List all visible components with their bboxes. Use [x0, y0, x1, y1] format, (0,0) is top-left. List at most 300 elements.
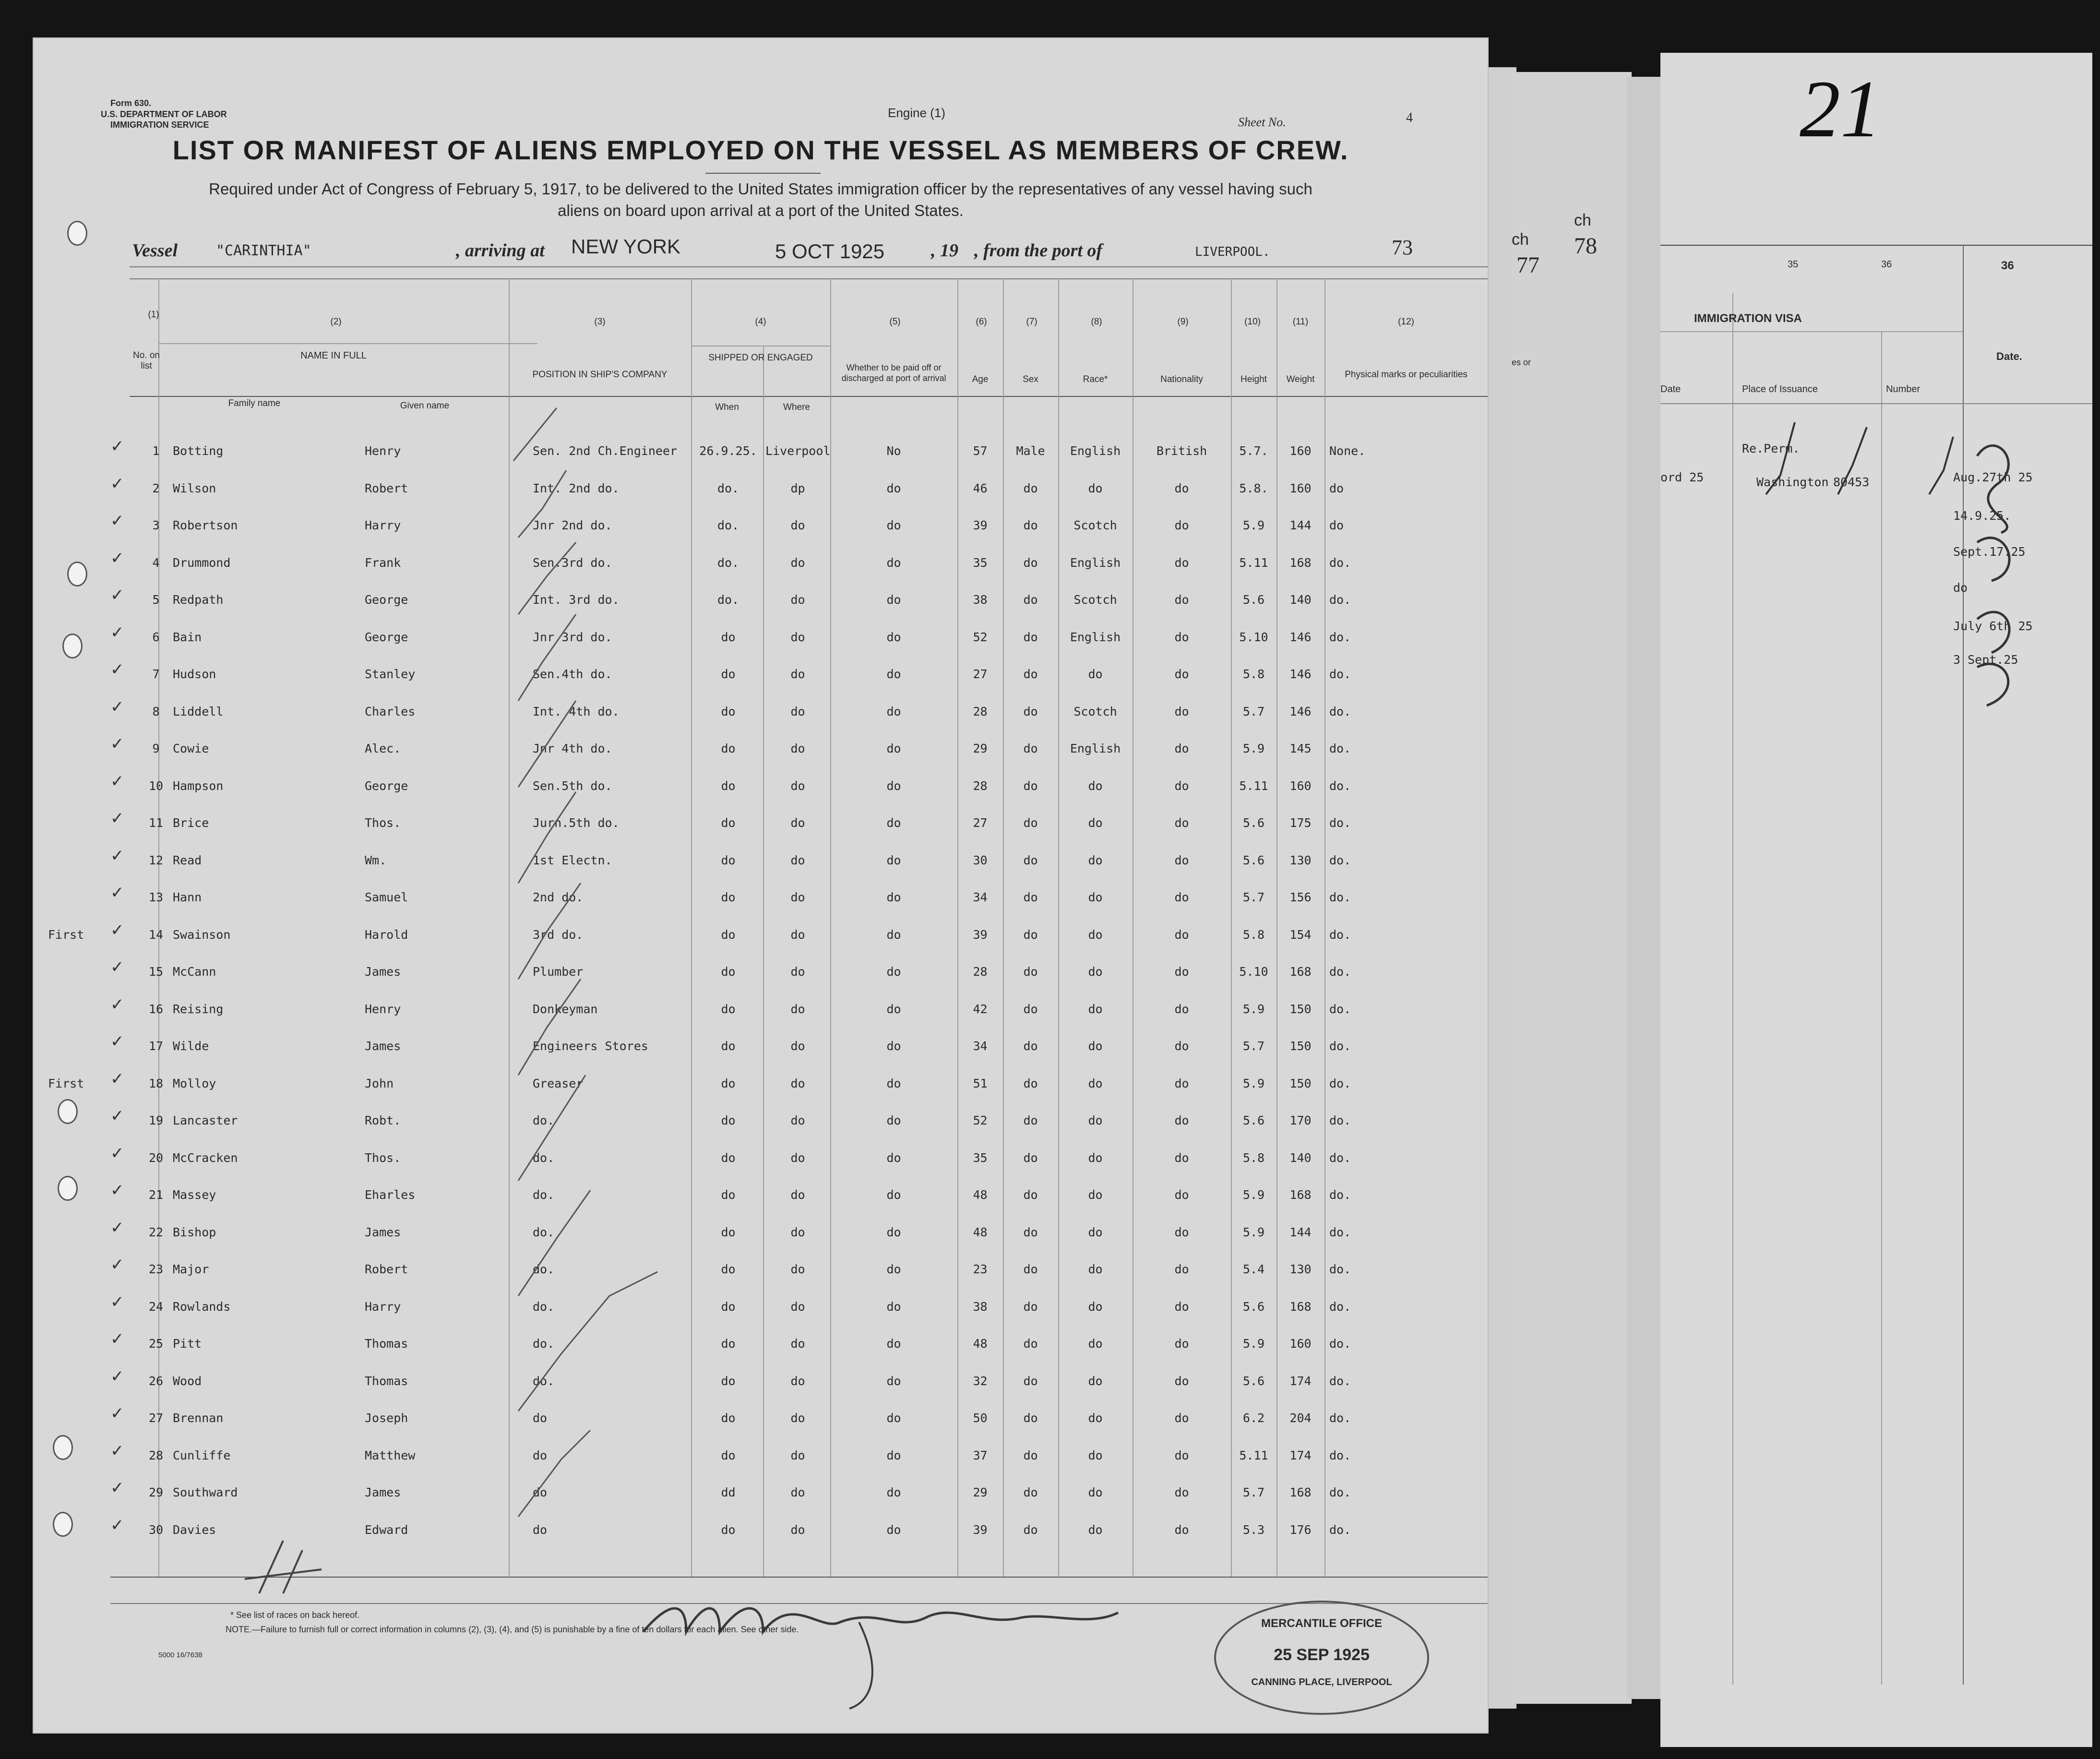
given-name: James — [365, 1485, 401, 1499]
service: IMMIGRATION SERVICE — [110, 120, 209, 130]
position: Plumber — [533, 965, 584, 979]
page-mark: 73 — [1392, 236, 1413, 259]
paid-off: do — [886, 630, 901, 644]
header-physical-marks: Physical marks or peculiarities — [1345, 370, 1468, 380]
nationality: British — [1156, 444, 1207, 458]
age: 28 — [973, 965, 988, 979]
check-mark: ✓ — [110, 1442, 124, 1460]
paid-off: do — [886, 1411, 901, 1425]
shipped-where: do — [790, 630, 805, 644]
shipped-where: do — [790, 1299, 805, 1314]
sex: do — [1023, 1337, 1038, 1351]
weight: 144 — [1289, 1225, 1312, 1239]
header-nationality: Nationality — [1160, 374, 1203, 384]
row-number: 1 — [152, 444, 160, 458]
given-name: Alec. — [365, 742, 401, 755]
race: Scotch — [1074, 518, 1117, 532]
shipped-when: dd — [721, 1485, 736, 1499]
sex: do — [1023, 1374, 1038, 1388]
shipped-when: 26.9.25. — [699, 444, 757, 458]
paid-off: do — [886, 816, 901, 830]
height: 5.6 — [1242, 853, 1265, 867]
year-label: , 19 — [931, 240, 958, 261]
visa-date: do — [1953, 581, 1968, 595]
family-name: Bishop — [173, 1225, 216, 1239]
row-number: 22 — [148, 1225, 164, 1239]
paid-off: do — [886, 555, 901, 570]
position: Jurn.5th do. — [533, 816, 620, 830]
header-race: Race* — [1083, 374, 1108, 384]
weight: 144 — [1289, 518, 1312, 532]
sex: do — [1023, 593, 1038, 607]
paid-off: do — [886, 1337, 901, 1351]
header-no-on-list: No. on list — [133, 350, 160, 371]
check-mark: ✓ — [110, 586, 124, 604]
shipped-where: do — [790, 1076, 805, 1090]
race: do — [1088, 1076, 1103, 1090]
stamp-top-text: MERCANTILE OFFICE — [1261, 1617, 1382, 1630]
sex: do — [1023, 704, 1038, 718]
position: Donkeyman — [533, 1002, 598, 1016]
position: Int. 3rd do. — [533, 593, 620, 607]
height: 5.7 — [1242, 1039, 1265, 1053]
given-name: James — [365, 965, 401, 979]
sex: do — [1023, 853, 1038, 867]
physical-marks: do. — [1329, 816, 1351, 830]
row-number: 2 — [152, 481, 160, 495]
physical-marks: do. — [1329, 630, 1351, 644]
shipped-where: do — [790, 816, 805, 830]
age: 39 — [973, 927, 988, 942]
height: 5.6 — [1242, 816, 1265, 830]
weight: 204 — [1289, 1411, 1312, 1425]
family-name: Wilson — [173, 481, 216, 495]
shipped-when: do — [721, 742, 736, 755]
height: 5.11 — [1239, 555, 1268, 570]
column-number: (6) — [976, 317, 987, 327]
paid-off: do — [886, 1150, 901, 1165]
race: do — [1088, 1522, 1103, 1537]
height: 5.7 — [1242, 890, 1265, 904]
visa-date: July 6th 25 — [1953, 619, 2033, 633]
binder-hole — [67, 562, 87, 586]
physical-marks: do. — [1329, 965, 1351, 979]
visa-date: Sept.17.25 — [1953, 545, 2026, 559]
height: 5.6 — [1242, 1374, 1265, 1388]
re-perm-text: Re.Perm. — [1742, 442, 1800, 455]
row-number: 5 — [152, 593, 160, 607]
row-number: 13 — [148, 890, 164, 904]
age: 27 — [973, 667, 988, 681]
check-mark: ✓ — [110, 549, 124, 567]
header-height: Height — [1241, 374, 1267, 384]
check-mark: ✓ — [110, 1293, 124, 1311]
stamp-date: 25 SEP 1925 — [1274, 1646, 1370, 1664]
age: 34 — [973, 890, 988, 904]
shipped-when: do — [721, 965, 736, 979]
physical-marks: do. — [1329, 1411, 1351, 1425]
given-name: Robert — [365, 481, 408, 495]
shipped-when: do — [721, 667, 736, 681]
paid-off: do — [886, 1113, 901, 1127]
nationality: do — [1174, 742, 1189, 755]
nationality: do — [1174, 1411, 1189, 1425]
binder-hole — [58, 1099, 78, 1124]
shipped-where: do — [790, 1522, 805, 1537]
height: 5.9 — [1242, 1076, 1265, 1090]
position: do. — [533, 1299, 555, 1314]
nationality: do — [1174, 704, 1189, 718]
physical-marks: do. — [1329, 1374, 1351, 1388]
place-of-issuance-header: Place of Issuance — [1742, 384, 1818, 395]
given-name: Thos. — [365, 1150, 401, 1165]
shipped-where: do — [790, 742, 805, 755]
age: 39 — [973, 1522, 988, 1537]
weight: 140 — [1289, 1150, 1312, 1165]
paid-off: do — [886, 704, 901, 718]
age: 38 — [973, 593, 988, 607]
row-number: 17 — [148, 1039, 164, 1053]
header-where: Where — [783, 402, 810, 412]
row-number: 19 — [148, 1113, 164, 1127]
sex: do — [1023, 518, 1038, 532]
height: 5.6 — [1242, 1113, 1265, 1127]
height: 5.7. — [1239, 444, 1268, 458]
shipped-when: do. — [717, 481, 740, 495]
weight: 174 — [1289, 1448, 1312, 1462]
family-name: Wood — [173, 1374, 202, 1388]
weight: 160 — [1289, 1337, 1312, 1351]
check-mark: ✓ — [110, 1405, 124, 1423]
position: do. — [533, 1150, 555, 1165]
position: 1st Electn. — [533, 853, 612, 867]
nationality: do — [1174, 816, 1189, 830]
shipped-where: do — [790, 1188, 805, 1202]
weight: 170 — [1289, 1113, 1312, 1127]
sex: do — [1023, 481, 1038, 495]
nationality: do — [1174, 1337, 1189, 1351]
shipped-where: do — [790, 518, 805, 532]
given-name: Wm. — [365, 853, 387, 867]
family-name: Massey — [173, 1188, 216, 1202]
position: Sen.3rd do. — [533, 555, 612, 570]
given-name: Harry — [365, 1299, 401, 1314]
shipped-when: do — [721, 890, 736, 904]
nationality: do — [1174, 481, 1189, 495]
check-mark: ✓ — [110, 1107, 124, 1125]
shipped-when: do — [721, 1150, 736, 1165]
sex: do — [1023, 1448, 1038, 1462]
overlap-number: 78 — [1574, 233, 1597, 259]
shipped-when: do. — [717, 555, 740, 570]
physical-marks: do. — [1329, 1188, 1351, 1202]
given-name: Joseph — [365, 1411, 408, 1425]
height: 5.4 — [1242, 1262, 1265, 1276]
nationality: do — [1174, 630, 1189, 644]
paid-off: do — [886, 965, 901, 979]
given-name: Edward — [365, 1522, 408, 1537]
height: 5.3 — [1242, 1522, 1265, 1537]
position: Sen.5th do. — [533, 778, 612, 793]
given-name: Matthew — [365, 1448, 416, 1462]
nationality: do — [1174, 667, 1189, 681]
weight: 160 — [1289, 778, 1312, 793]
height: 5.8 — [1242, 667, 1265, 681]
shipped-where: dp — [790, 481, 805, 495]
overlap-number: 77 — [1516, 252, 1539, 278]
sex: do — [1023, 667, 1038, 681]
family-name: Rowlands — [173, 1299, 231, 1314]
paid-off: do — [886, 1039, 901, 1053]
age: 23 — [973, 1262, 988, 1276]
paid-off: do — [886, 1485, 901, 1499]
paid-off: do — [886, 1374, 901, 1388]
given-name: Henry — [365, 1002, 401, 1016]
check-mark: ✓ — [110, 1479, 124, 1497]
position: do. — [533, 1262, 555, 1276]
race-footnote: * See list of races on back hereof. — [230, 1610, 360, 1620]
physical-marks: do. — [1329, 778, 1351, 793]
weight: 168 — [1289, 1188, 1312, 1202]
race: English — [1070, 444, 1121, 458]
column-number: (5) — [889, 317, 901, 327]
departure-port: LIVERPOOL. — [1195, 245, 1270, 259]
check-mark: ✓ — [110, 735, 124, 753]
column-number: 36 — [2001, 259, 2014, 272]
sex: do — [1023, 927, 1038, 942]
position: do. — [533, 1337, 555, 1351]
height: 5.6 — [1242, 1299, 1265, 1314]
height: 5.9 — [1242, 1002, 1265, 1016]
shipped-where: do — [790, 1337, 805, 1351]
shipped-when: do — [721, 1262, 736, 1276]
binder-hole — [58, 1176, 78, 1201]
height: 5.9 — [1242, 518, 1265, 532]
column-number: 35 — [1788, 259, 1799, 270]
sex: do — [1023, 1485, 1038, 1499]
race: do — [1088, 816, 1103, 830]
nationality: do — [1174, 1188, 1189, 1202]
age: 29 — [973, 742, 988, 755]
header-family-name: Family name — [228, 398, 281, 408]
physical-marks: do. — [1329, 667, 1351, 681]
row-number: 6 — [152, 630, 160, 644]
shipped-where: do — [790, 965, 805, 979]
height: 5.10 — [1239, 965, 1268, 979]
weight: 175 — [1289, 816, 1312, 830]
shipped-when: do. — [717, 518, 740, 532]
shipped-where: do — [790, 927, 805, 942]
header-paid-off: Whether to be paid off or discharged at port of arrival — [841, 363, 946, 383]
underlying-sheet — [1627, 77, 1660, 1699]
column-number: (3) — [594, 317, 606, 327]
date-fragment: ord 25 — [1660, 470, 1704, 484]
shipped-where: do — [790, 1262, 805, 1276]
family-name: Cowie — [173, 742, 209, 755]
binder-hole — [62, 634, 83, 658]
physical-marks: do. — [1329, 1002, 1351, 1016]
weight: 130 — [1289, 853, 1312, 867]
position: do. — [533, 1374, 555, 1388]
check-mark: ✓ — [110, 1330, 124, 1348]
position: 2nd do. — [533, 890, 584, 904]
department-label: Engine (1) — [888, 106, 945, 120]
row-number: 14 — [148, 927, 164, 942]
overlap-text: es or — [1512, 358, 1531, 367]
sex: do — [1023, 965, 1038, 979]
weight: 146 — [1289, 667, 1312, 681]
row-note: First — [48, 927, 84, 942]
check-mark: ✓ — [110, 1144, 124, 1162]
weight: 130 — [1289, 1262, 1312, 1276]
binder-hole — [53, 1435, 73, 1460]
paid-off: do — [886, 853, 901, 867]
age: 38 — [973, 1299, 988, 1314]
age: 28 — [973, 704, 988, 718]
height: 5.8 — [1242, 1150, 1265, 1165]
position: Sen. 2nd Ch.Engineer — [533, 444, 678, 458]
check-mark: ✓ — [110, 1516, 124, 1534]
nationality: do — [1174, 1485, 1189, 1499]
age: 35 — [973, 555, 988, 570]
given-name: Thomas — [365, 1374, 408, 1388]
race: Scotch — [1074, 704, 1117, 718]
height: 6.2 — [1242, 1411, 1265, 1425]
nationality: do — [1174, 555, 1189, 570]
race: English — [1070, 742, 1121, 755]
paid-off: do — [886, 927, 901, 942]
shipped-where: do — [790, 1485, 805, 1499]
page-title: LIST OR MANIFEST OF ALIENS EMPLOYED ON THE VESSEL AS MEMBERS OF CREW. — [172, 135, 1349, 165]
shipped-when: do — [721, 853, 736, 867]
paid-off: do — [886, 1002, 901, 1016]
weight: 160 — [1289, 481, 1312, 495]
visa-number: 80453 — [1833, 475, 1870, 489]
form-number: Form 630. — [110, 98, 152, 108]
issuance-place: Washington — [1756, 475, 1829, 489]
row-number: 30 — [148, 1522, 164, 1537]
nationality: do — [1174, 518, 1189, 532]
given-name: Robert — [365, 1262, 408, 1276]
height: 5.8 — [1242, 927, 1265, 942]
nationality: do — [1174, 1150, 1189, 1165]
check-mark: ✓ — [110, 1367, 124, 1386]
weight: 168 — [1289, 1485, 1312, 1499]
family-name: Liddell — [173, 704, 224, 718]
date-column-header: Date — [1660, 384, 1681, 395]
age: 35 — [973, 1150, 988, 1165]
sex: do — [1023, 1002, 1038, 1016]
physical-marks: do. — [1329, 742, 1351, 755]
row-number: 29 — [148, 1485, 164, 1499]
check-mark: ✓ — [110, 847, 124, 865]
column-number: (12) — [1398, 317, 1414, 327]
row-number: 27 — [148, 1411, 164, 1425]
physical-marks: do. — [1329, 1485, 1351, 1499]
given-name: John — [365, 1076, 394, 1090]
race: do — [1088, 1448, 1103, 1462]
height: 5.7 — [1242, 1485, 1265, 1499]
position: do. — [533, 1113, 555, 1127]
family-name: Brennan — [173, 1411, 224, 1425]
family-name: Reising — [173, 1002, 224, 1016]
header-age: Age — [972, 374, 989, 384]
age: 48 — [973, 1188, 988, 1202]
weight: 150 — [1289, 1039, 1312, 1053]
race: do — [1088, 1485, 1103, 1499]
given-name: Harry — [365, 518, 401, 532]
row-number: 25 — [148, 1337, 164, 1351]
check-mark: ✓ — [110, 772, 124, 790]
position: Greaser — [533, 1076, 584, 1090]
shipped-when: do — [721, 1188, 736, 1202]
position: Engineers Stores — [533, 1039, 648, 1053]
check-mark: ✓ — [110, 512, 124, 530]
position: do. — [533, 1225, 555, 1239]
age: 37 — [973, 1448, 988, 1462]
physical-marks: do. — [1329, 1150, 1351, 1165]
race: do — [1088, 1262, 1103, 1276]
sex: do — [1023, 1299, 1038, 1314]
race: Scotch — [1074, 593, 1117, 607]
age: 30 — [973, 853, 988, 867]
age: 42 — [973, 1002, 988, 1016]
family-name: Hann — [173, 890, 202, 904]
sex: do — [1023, 1076, 1038, 1090]
row-number: 28 — [148, 1448, 164, 1462]
family-name: Molloy — [173, 1076, 216, 1090]
given-name: James — [365, 1225, 401, 1239]
family-name: Lancaster — [173, 1113, 238, 1127]
nationality: do — [1174, 1448, 1189, 1462]
family-name: Robertson — [173, 518, 238, 532]
column-number: (11) — [1292, 317, 1309, 327]
overlap-text: ch — [1512, 230, 1529, 249]
sex: do — [1023, 1188, 1038, 1202]
race: English — [1070, 630, 1121, 644]
header-given-name: Given name — [400, 401, 450, 411]
row-number: 18 — [148, 1076, 164, 1090]
row-number: 9 — [152, 742, 160, 755]
row-number: 4 — [152, 555, 160, 570]
given-name: Henry — [365, 444, 401, 458]
paid-off: do — [886, 593, 901, 607]
check-mark: ✓ — [110, 1070, 124, 1088]
check-mark: ✓ — [110, 958, 124, 976]
physical-marks: do. — [1329, 593, 1351, 607]
given-name: Harold — [365, 927, 408, 942]
race: do — [1088, 481, 1103, 495]
sex: do — [1023, 555, 1038, 570]
check-mark: ✓ — [110, 884, 124, 902]
column-number: (8) — [1091, 317, 1102, 327]
height: 5.9 — [1242, 1225, 1265, 1239]
given-name: Robt. — [365, 1113, 401, 1127]
weight: 150 — [1289, 1002, 1312, 1016]
underlying-sheet — [1512, 72, 1632, 1704]
nationality: do — [1174, 1076, 1189, 1090]
paid-off: do — [886, 890, 901, 904]
column-number: (2) — [330, 317, 342, 327]
position: do — [533, 1448, 548, 1462]
check-mark: ✓ — [110, 1033, 124, 1051]
height: 5.8. — [1239, 481, 1268, 495]
print-code: 5000 16/7638 — [158, 1651, 203, 1659]
check-mark: ✓ — [110, 698, 124, 716]
sex: do — [1023, 1039, 1038, 1053]
check-mark: ✓ — [110, 623, 124, 642]
position: Int. 2nd do. — [533, 481, 620, 495]
